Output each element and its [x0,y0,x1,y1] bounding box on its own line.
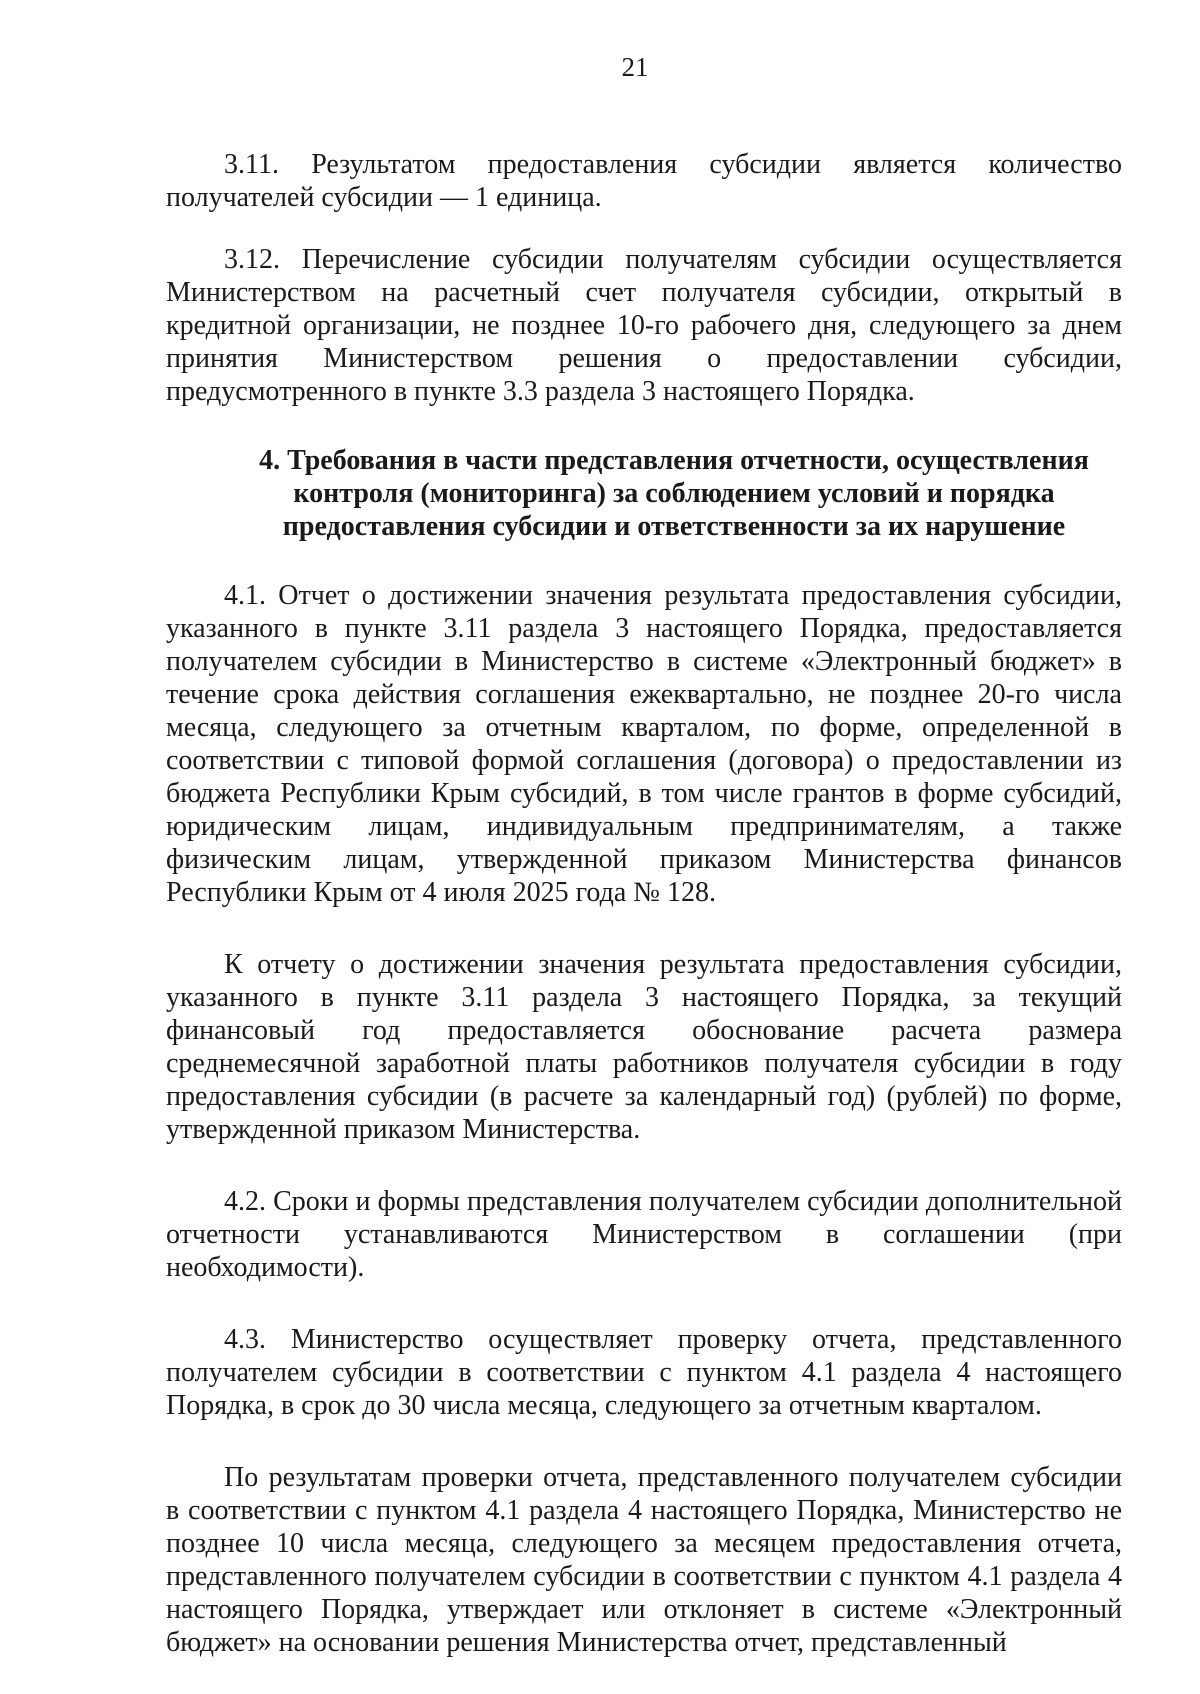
section-4-heading: 4. Требования в части представления отчетности, осуществления контроля (мониторинга) за соблюдением условий и порядка предоставления субсидии и ответственности за их нарушение [259,445,1089,542]
paragraph-4-1: 4.1. Отчет о достижении значения результата предоставления субсидии, указанного в пункте 3.11 раздела 3 настоящего Порядка, предоставляется получателем субсидии в Министерство в системе «Электронный бюджет» в течение срока действия соглашения ежеквартально, не позднее 20-го числа месяца, следующего за отчетным кварталом, по форме, определенной в соответствии с типовой формой соглашения (договора) о предоставлении из бюджета Республики Крым субсидий, в том числе грантов в форме субсидий, юридическим лицам, индивидуальным предпринимателям, а также физическим лицам, утвержденной приказом Министерства финансов Республики Крым от 4 июля 2025 года № 128. [166,580,1122,908]
paragraph-4-3-review-results: По результатам проверки отчета, представленного получателем субсидии в соответствии с пунктом 4.1 раздела 4 настоящего Порядка, Министерство не позднее 10 числа месяца, следующего за месяцем предоставления отчета, представленного получателем субсидии в соответствии с пунктом 4.1 раздела 4 настоящего Порядка, утверждает или отклоняет в системе «Электронный бюджет» на основании решения Министерства отчет, представленный [166,1462,1122,1658]
paragraph-4-1-report-attachment: К отчету о достижении значения результата предоставления субсидии, указанного в пункте 3.11 раздела 3 настоящего Порядка, за текущий финансовый год предоставляется обоснование расчета размера среднемесячной заработной платы работников получателя субсидии в году предоставления субсидии (в расчете за календарный год) (рублей) по форме, утвержденной приказом Министерства. [166,949,1122,1145]
paragraph-4-3: 4.3. Министерство осуществляет проверку отчета, представленного получателем субсидии в соответствии с пунктом 4.1 раздела 4 настоящего Порядка, в срок до 30 числа месяца, следующего за отчетным кварталом. [166,1324,1122,1421]
document-body [166,148,1122,1659]
paragraph-3-11: 3.11. Результатом предоставления субсидии является количество получателей субсидии — 1 единица. [166,149,1122,213]
paragraph-4-2: 4.2. Сроки и формы представления получателем субсидии дополнительной отчетности устанавливаются Министерством в соглашении (при необходимости). [166,1186,1122,1283]
paragraph-3-12: 3.12. Перечисление субсидии получателям субсидии осуществляется Министерством на расчетный счет получателя субсидии, открытый в кредитной организации, не позднее 10-го рабочего дня, следующего за днем принятия Министерством решения о предоставлении субсидии, предусмотренного в пункте 3.3 раздела 3 настоящего Порядка. [166,244,1122,407]
page-number: 21 [621,52,649,82]
